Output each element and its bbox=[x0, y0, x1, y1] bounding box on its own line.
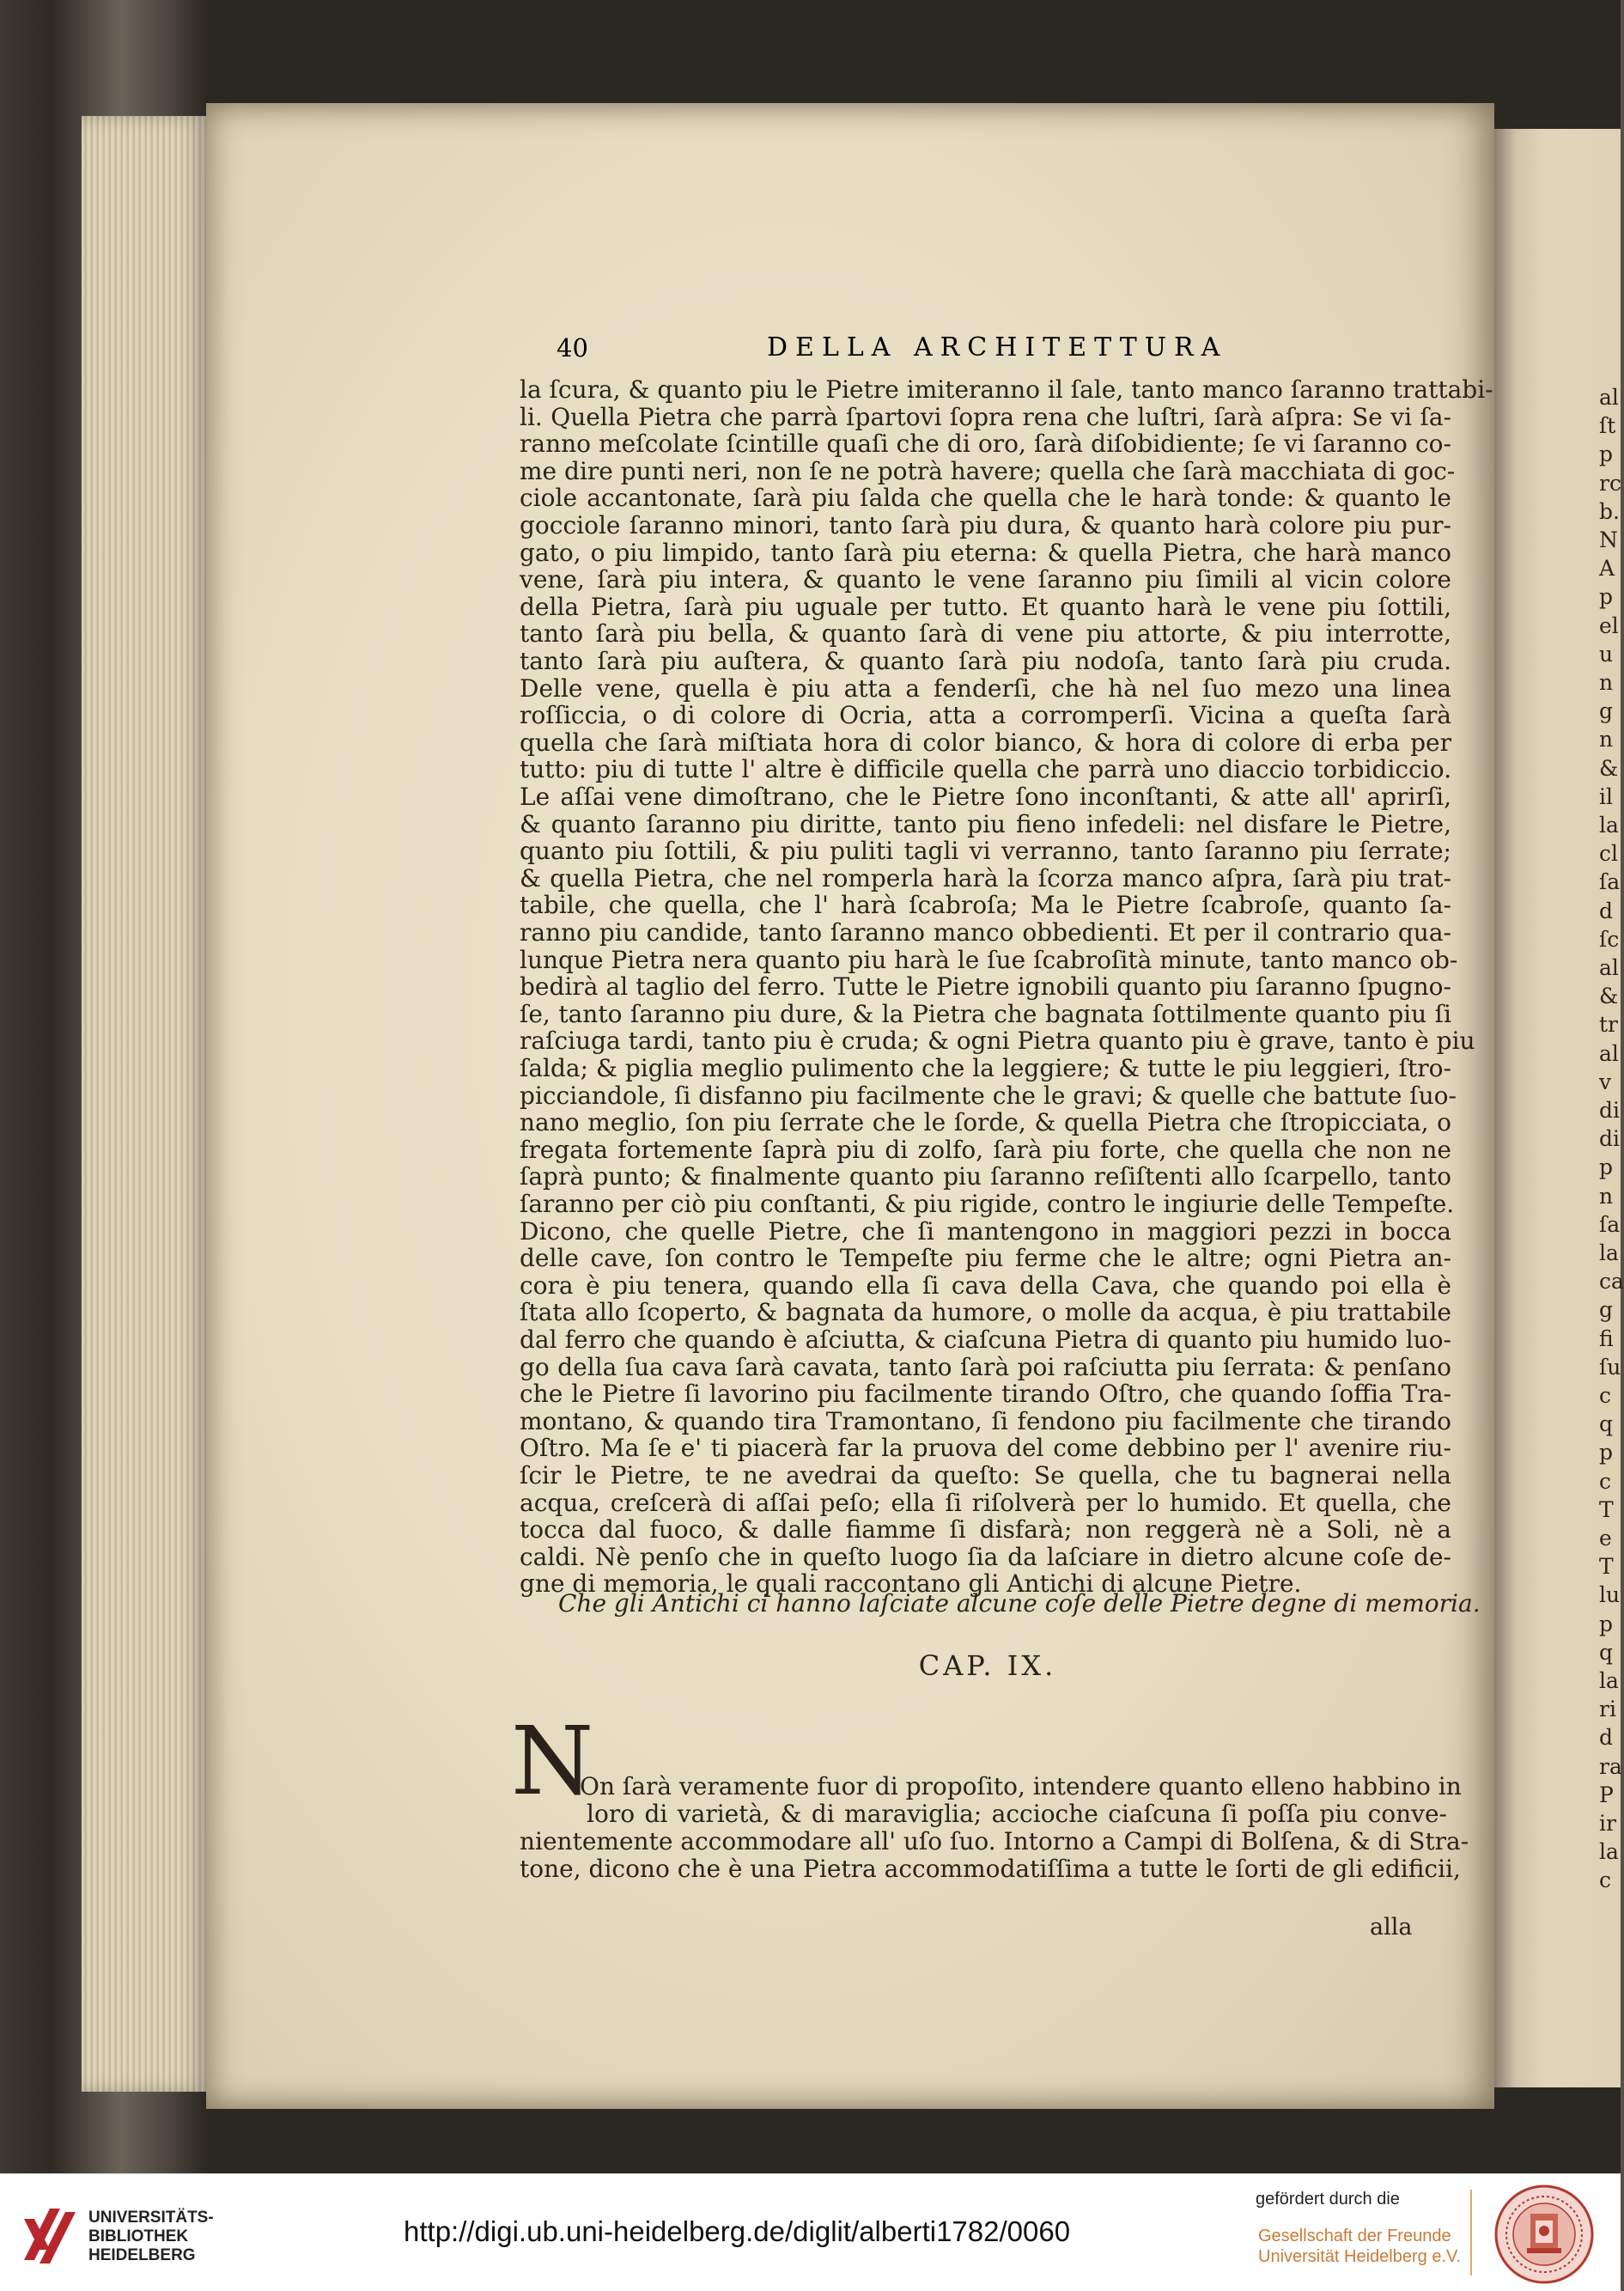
text-line: me dire punti neri, non ſe ne potrà havere; quella che ſarà macchiata di goc- bbox=[520, 456, 1456, 485]
facing-text-fragment: di bbox=[1599, 1126, 1620, 1152]
text-line: raſciuga tardi, tanto piu è cruda; & ogni Pietra quanto piu è grave, tanto è piu bbox=[520, 1027, 1475, 1056]
text-line: ranno meſcolate ſcintille quaſi che di oro, ſarà diſobidiente; ſe vi ſaranno co- bbox=[520, 430, 1451, 459]
running-title: DELLA ARCHITETTURA bbox=[767, 332, 1228, 363]
library-name[interactable] bbox=[88, 2209, 214, 2265]
facing-text-fragment: e bbox=[1599, 1526, 1612, 1551]
facing-text-fragment: la bbox=[1599, 1668, 1619, 1693]
facing-text-fragment: tr bbox=[1599, 1012, 1618, 1038]
text-line: tutto: piu di tutte l' altre è difficile quella che parrà uno diaccio torbidiccio. bbox=[520, 755, 1451, 784]
text-line: ſtata allo ſcoperto, & bagnata da humore, o molle da acqua, è piu trattabile bbox=[520, 1298, 1451, 1327]
drop-cap: N bbox=[511, 1706, 594, 1816]
text-line: la ſcura, & quanto piu le Pietre imiteranno il ſale, tanto manco ſaranno trattabi- bbox=[520, 375, 1493, 404]
text-line: lunque Pietra nera quanto piu harà le ſue ſcabroſità minute, tanto manco ob- bbox=[520, 945, 1458, 974]
facing-text-fragment: n bbox=[1599, 1183, 1614, 1209]
permalink-url[interactable]: http://digi.ub.uni-heidelberg.de/diglit/alberti1782/0060 bbox=[404, 2215, 1071, 2247]
chapter-heading: CAP. IX. bbox=[918, 1649, 1057, 1682]
text-line: & quella Pietra, che nel romperla harà la ſcorza manco aſpra, ſarà piu trat- bbox=[520, 863, 1451, 893]
facing-text-fragment: lu bbox=[1599, 1582, 1621, 1608]
chapter-text-line: On ſarà veramente fuor di propoſito, intendere quanto elleno habbino in bbox=[580, 1772, 1462, 1801]
text-line: ſaranno per ciò piu conſtanti, & piu rigide, contro le ingiurie delle Tempeſte. bbox=[520, 1190, 1455, 1218]
text-line: tabile, che quella, che l' harà ſcabroſa; Ma le Pietre ſcabroſe, quanto ſa- bbox=[520, 891, 1451, 920]
facing-text-fragment: al bbox=[1599, 955, 1619, 980]
university-library-logo-icon[interactable] bbox=[17, 2193, 82, 2270]
page-edges bbox=[82, 116, 206, 2092]
chapter-text-line: nientemente accommodare all' uſo ſuo. Intorno a Campi di Bolſena, & di Stra- bbox=[520, 1827, 1469, 1855]
facing-text-fragment: c bbox=[1599, 1868, 1612, 1893]
library-name-line: HEIDELBERG bbox=[88, 2246, 196, 2264]
facing-text-fragment: T bbox=[1599, 1554, 1614, 1580]
facing-text-fragment: P bbox=[1599, 1782, 1614, 1807]
facing-text-fragment: p bbox=[1599, 584, 1614, 610]
text-line: ſaprà punto; & finalmente quanto piu ſaranno reſiſtenti allo ſcarpello, tanto bbox=[520, 1162, 1451, 1191]
text-line: acqua, creſcerà di aſſai peſo; ella ſi riſolverà per lo humido. Et quella, che bbox=[520, 1488, 1451, 1517]
footer-divider bbox=[1470, 2190, 1472, 2276]
text-line: & quanto ſaranno piu diritte, tanto piu fieno infedeli: nel disfare le Pietre, bbox=[520, 809, 1451, 838]
text-line: montano, & quando tira Tramontano, ſi fendono piu facilmente che tirando bbox=[520, 1406, 1451, 1435]
text-line: caldi. Nè penſo che in queſto luogo ſia da laſciare in dietro alcune coſe de- bbox=[520, 1542, 1451, 1571]
facing-text-fragment: & bbox=[1599, 755, 1619, 781]
text-line: bedirà al taglio del ferro. Tutte le Pietre ignobili quanto piu ſaranno ſpugno- bbox=[520, 972, 1451, 1002]
facing-text-fragment: p bbox=[1599, 1611, 1614, 1636]
text-line: quella che ſarà miſtiata hora di color bianco, & hora di colore di erba per bbox=[520, 728, 1451, 757]
text-line: gne di memoria, le quali raccontano gli Antichi di alcune Pietre. bbox=[520, 1569, 1302, 1599]
page-number: 40 bbox=[557, 333, 588, 363]
text-line: Oſtro. Ma ſe e' ti piacerà far la pruova del come debbino per l' avenire riu- bbox=[520, 1434, 1451, 1463]
text-line: picciandole, ſi disfanno piu facilmente che le gravi; & quelle che battute ſuo- bbox=[520, 1081, 1457, 1110]
facing-text-fragment: ri bbox=[1599, 1697, 1616, 1722]
library-name-line: BIBLIOTHEK bbox=[88, 2227, 189, 2245]
facing-text-fragment: ca bbox=[1599, 1269, 1624, 1295]
facing-text-fragment: b. bbox=[1599, 498, 1620, 524]
facing-text-fragment: & bbox=[1599, 984, 1619, 1009]
facing-text-fragment: cl bbox=[1599, 841, 1618, 867]
facing-text-fragment: ſu bbox=[1599, 1354, 1621, 1380]
chapter-subtitle: Che gli Antichi ci hanno laſciate alcune coſe delle Pietre degne di memoria. bbox=[558, 1589, 1481, 1618]
text-line: ſalda; & piglia meglio pulimento che la leggiere; & tutte le piu leggieri, ſtro- bbox=[520, 1054, 1451, 1082]
footer-bar bbox=[0, 2173, 1621, 2291]
facing-text-fragment: c bbox=[1599, 1468, 1612, 1494]
text-line: dal ferro che quando è aſciutta, & ciaſcuna Pietra di quanto piu humido luo- bbox=[520, 1325, 1451, 1354]
facing-text-fragment: T bbox=[1599, 1496, 1614, 1522]
facing-text-fragment: d bbox=[1599, 1725, 1614, 1751]
facing-text-fragment: ſa bbox=[1599, 869, 1621, 895]
text-line: fregata fortemente ſaprà piu di zolfo, ſarà piu forte, che quella che non ne bbox=[520, 1135, 1451, 1164]
chapter-text-line: tone, dicono che è una Pietra accommodatiſſima a tutte le ſorti de gli edificii, bbox=[520, 1855, 1461, 1883]
facing-text-fragment: d bbox=[1599, 898, 1614, 923]
text-line: tocca dal fuoco, & dalle fiamme ſi disfarà; non reggerà nè a Soli, nè a bbox=[520, 1515, 1451, 1545]
text-line: go della ſua cava ſarà cavata, tanto ſarà poi raſciutta piu ſerrata: & penſano bbox=[520, 1352, 1451, 1381]
text-line: Delle vene, quella è piu atta a fenderſi, che hà nel ſuo mezo una linea bbox=[520, 673, 1451, 703]
text-line: ſcir le Pietre, te ne avedrai da queſto: Se quella, che tu bagnerai nella bbox=[520, 1461, 1451, 1490]
facing-text-fragment: ſc bbox=[1599, 926, 1620, 952]
text-line: nano meglio, ſon piu ſerrate che le ſorde, & quella Pietra che ſtropicciata, o bbox=[520, 1108, 1451, 1137]
sponsor-name-line: Gesellschaft der Freunde bbox=[1258, 2227, 1451, 2245]
text-line: quanto piu ſottili, & piu puliti tagli vi verranno, tanto ſaranno piu ſerrate; bbox=[520, 837, 1451, 866]
facing-text-fragment: q bbox=[1599, 1411, 1614, 1437]
facing-text-fragment: g bbox=[1599, 698, 1614, 724]
text-line: gocciole ſaranno minori, tanto ſarà piu dura, & quanto harà colore piu pur- bbox=[520, 511, 1451, 539]
funded-by-label: gefördert durch die bbox=[1256, 2190, 1400, 2209]
facing-text-fragment: la bbox=[1599, 813, 1619, 838]
text-line: tanto ſarà piu bella, & quanto ſarà di vene piu attorte, & piu interrotte, bbox=[520, 619, 1451, 649]
chapter-text-line: loro di varietà, & di maraviglia; accioche ciaſcuna ſi poſſa piu conve- bbox=[587, 1800, 1447, 1828]
text-line: Dicono, che quelle Pietre, che ſi mantengono in maggiori pezzi in bocca bbox=[520, 1216, 1451, 1246]
facing-text-fragment: n bbox=[1599, 727, 1614, 752]
sponsor-name-line: Universität Heidelberg e.V. bbox=[1258, 2247, 1462, 2266]
text-line: gato, o piu limpido, tanto ſarà piu eterna: & quella Pietra, che harà manco bbox=[520, 538, 1451, 567]
facing-text-fragment: fi bbox=[1599, 1325, 1614, 1351]
facing-text-fragment: al bbox=[1599, 385, 1619, 410]
facing-text-fragment: ſt bbox=[1599, 413, 1616, 439]
facing-text-fragment: ſa bbox=[1599, 1211, 1621, 1237]
facing-text-fragment: rc bbox=[1599, 470, 1621, 496]
facing-text-fragment: u bbox=[1599, 641, 1614, 667]
facing-text-fragment: p bbox=[1599, 442, 1614, 467]
facing-text-fragment: c bbox=[1599, 1383, 1612, 1408]
text-line: della Pietra, ſarà piu uguale per tutto. Et quanto harà le vene piu ſottili, bbox=[520, 592, 1451, 621]
text-line: ranno piu candide, tanto ſaranno manco obbedienti. Et per il contrario qua- bbox=[520, 918, 1451, 947]
facing-text-fragment: di bbox=[1599, 1098, 1620, 1123]
text-line: delle cave, ſon contro le Tempeſte piu ferme che le altre; ogni Pietra an- bbox=[520, 1244, 1451, 1273]
university-seal-icon[interactable] bbox=[1493, 2183, 1596, 2286]
facing-text-fragment: n bbox=[1599, 670, 1614, 695]
text-line: tanto ſarà piu auſtera, & quanto ſarà piu nodoſa, tanto ſarà piu cruda. bbox=[520, 647, 1451, 675]
facing-text-fragment: N bbox=[1599, 527, 1618, 552]
facing-text-fragment: la bbox=[1599, 1839, 1619, 1865]
text-line: roſſiccia, o di colore di Ocria, atta a corromperſi. Vicina a queſta ſarà bbox=[520, 701, 1451, 730]
facing-text-fragment: il bbox=[1599, 783, 1613, 809]
text-line: ſe, tanto ſaranno piu dure, & la Pietra che bagnata ſottilmente quanto piu ſi bbox=[520, 999, 1451, 1028]
text-line: cora è piu tenera, quando ella ſi cava della Cava, che quando poi ella è bbox=[520, 1270, 1451, 1300]
text-line: vene, ſarà piu intera, & quanto le vene ſaranno piu ſimili al vicin colore bbox=[520, 565, 1451, 594]
facing-text-fragment: p bbox=[1599, 1155, 1614, 1180]
running-head bbox=[557, 331, 1415, 365]
facing-text-fragment: al bbox=[1599, 1040, 1619, 1066]
facing-text-fragment: ra bbox=[1599, 1753, 1622, 1779]
facing-text-fragment: q bbox=[1599, 1639, 1614, 1665]
facing-text-fragment: v bbox=[1599, 1069, 1612, 1094]
facing-text-fragment: A bbox=[1599, 556, 1615, 582]
text-line: che le Pietre ſi lavorino piu facilmente tirando Oſtro, che quando ſoffia Tra- bbox=[520, 1380, 1451, 1409]
facing-text-fragment: la bbox=[1599, 1240, 1619, 1265]
facing-text-fragment: ir bbox=[1599, 1811, 1616, 1836]
facing-text-fragment: p bbox=[1599, 1440, 1614, 1465]
library-name-line: UNIVERSITÄTS- bbox=[88, 2209, 214, 2227]
text-line: Le aſſai vene dimoſtrano, che le Pietre ſono inconſtanti, & atte all' aprirſi, bbox=[520, 783, 1451, 811]
text-line: li. Quella Pietra che parrà ſpartovi ſopra rena che luſtri, ſarà aſpra: Se vi ſa- bbox=[520, 402, 1451, 431]
facing-text-fragment: g bbox=[1599, 1297, 1614, 1323]
facing-text-fragment: el bbox=[1599, 612, 1619, 638]
sponsor-name[interactable] bbox=[1258, 2226, 1461, 2267]
text-line: ciole accantonate, ſarà piu ſalda che quella che le harà tonde: & quanto le bbox=[520, 484, 1451, 513]
catchword: alla bbox=[1370, 1914, 1413, 1941]
